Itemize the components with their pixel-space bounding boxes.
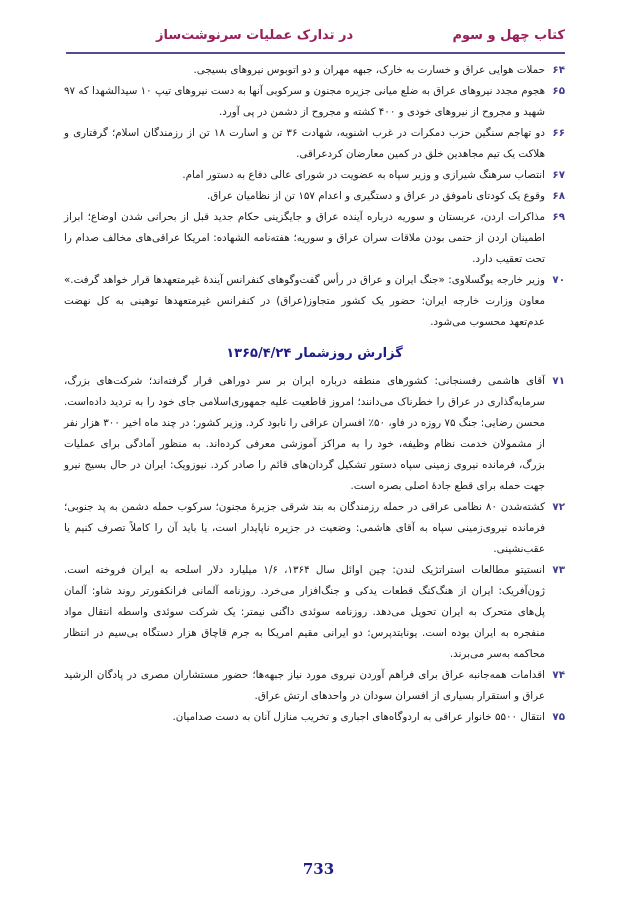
- entry-number: ۶۹: [552, 211, 565, 223]
- chronology-entry: [64, 665, 565, 707]
- page-body: [64, 60, 565, 728]
- chronology-entry: [64, 497, 565, 560]
- entry-number: ۷۰: [552, 274, 565, 286]
- entry-number: ۷۲: [552, 501, 565, 513]
- entry-text: مذاکرات اردن، عربستان و سوریه درباره آینده عراق و جایگزینی حکام جدید قبل از بحرانی شدن اوضاع؛ ابراز اطمینان اردن از حتمی بودن ملاقات سران عراق و سوریه؛ هفته‌نامه الشهاده: امریکا عراقی‌های مخالف صدام را تحت تعقیب دارد.: [64, 211, 545, 265]
- book-title: کتاب چهل و سوم: [452, 28, 565, 43]
- chronology-entry: [64, 707, 565, 728]
- entry-text: انستیتو مطالعات استراتژیک لندن: چین اوائل سال ۱۳۶۴، ۱/۶ میلیارد دلار اسلحه به ایران فروخته است. ژون‌آفریک: ایران از هنگ‌کنگ قطعات یدکی و جنگ‌افزار می‌خرد. روزنامه آلمانی فرانکفورتر روند شاو: آلمان پل‌های متحرک به ایران تحویل می‌دهد. روزنامه سوئدی داگنی نیمتر: یک شرکت سوئدی واسطه انتقال مواد منفجره به ایران بوده است. یونایتدپرس: دو ایرانی مقیم امریکا به جرم قاچاق هزار دستگاه بی‌سیم در انتظار محاکمه به‌سر می‌برند.: [64, 564, 545, 660]
- entry-text: وزیر خارجه یوگسلاوی: «جنگ ایران و عراق در رأس گفت‌وگوهای کنفرانس آیندهٔ غیرمتعهدها قرار خواهد گرفت.» معاون وزارت خارجه ایران: حضور یک کشور متجاوز(عراق) در کنفرانس غیرمتعهدها توهینی به کل نهضت عدم‌تعهد محسوب می‌شود.: [64, 274, 545, 328]
- entry-text: دو تهاجم سنگین حزب دمکرات در غرب اشنویه، شهادت ۳۶ تن و اسارت ۱۸ تن از رزمندگان اسلام؛ گرفتاری و هلاکت یک تیم مجاهدین خلق در کمین معارضان کردعراقی.: [64, 127, 545, 160]
- running-subtitle: در تدارک عملیات سرنوشت‌ساز: [156, 28, 354, 43]
- section-title: گزارش روزشمار ۱۳۶۵/۴/۲۴: [226, 346, 403, 361]
- entry-text: حملات هوایی عراق و خسارت به خارک، جبهه مهران و دو اتوبوس نیروهای بسیجی.: [193, 64, 545, 76]
- chronology-entry: [64, 60, 565, 81]
- entry-text: آقای هاشمی رفسنجانی: کشورهای منطقه درباره ایران بر سر دوراهی قرار گرفته‌اند؛ شرکت‌های بزرگ، سرمایه‌گذاری در عراق را خطرناک می‌دانند؛ امروز قاطعیت علیه جمهوری‌اسلامی جای خود را به تردید داده‌است. محسن رضایی: جنگ ۷۵ روزه در فاو، ۵۰٪ افسران عراقی را نابود کرد. وزیر کشور: در چند ماه اخیر ۳۰۰ هزار نفر از مشمولان خدمت نظام وظیفه، خود را به مراکز آموزشی معرفی کرده‌اند. به منظور آمادگی برای عملیات بزرگ، فرمانده نیروی زمینی سپاه دستور تشکیل گردان‌های قائم را صادر کرد. نیوزویک: ایران در حال بسیج نیرو جهت حمله برای قطع جادهٔ اصلی بصره است.: [64, 375, 546, 492]
- chronology-entry: [64, 81, 565, 123]
- entry-number: ۶۸: [552, 190, 565, 202]
- header-rule: [66, 52, 565, 54]
- entry-text: هجوم مجدد نیروهای عراق به ضلع میانی جزیره مجنون و سرکوبی آنها به دست نیروهای تیپ ۱۰ سیدالشهدا که ۹۷ شهید و مجروح از نیروهای خودی و ۴۰۰ کشته و مجروح از دشمن در پی آورد.: [64, 85, 545, 118]
- entry-number: ۶۴: [552, 64, 565, 76]
- entry-number: ۶۶: [552, 127, 565, 139]
- page-number: 733: [302, 860, 335, 878]
- entry-text: اقدامات همه‌جانبه عراق برای فراهم آوردن نیروی مورد نیاز جبهه‌ها؛ حضور مستشاران مصری در پادگان الرشید عراق و استقرار بسیاری از افسران سودان در واحدهای ارتش عراق.: [64, 669, 545, 702]
- entry-text: کشته‌شدن ۸۰ نظامی عراقی در حمله رزمندگان به بند شرقی جزیرهٔ مجنون؛ سرکوب حمله دشمن به پد جنوبی؛ فرمانده نیروی‌زمینی سپاه به آقای هاشمی: وضعیت در جزیره ناپایدار است، یا باید آن را کاملاً تصرف کنیم یا عقب‌نشینی.: [64, 501, 546, 555]
- entry-text: وقوع یک کودتای ناموفق در عراق و دستگیری و اعدام ۱۵۷ تن از نظامیان عراق.: [206, 190, 545, 202]
- entry-number: ۷۴: [552, 669, 565, 681]
- chronology-entry: [64, 165, 565, 186]
- entry-number: ۷۵: [552, 711, 565, 723]
- entry-number: ۶۷: [552, 169, 565, 181]
- entry-number: ۷۱: [552, 375, 565, 387]
- chronology-entry: [64, 560, 565, 665]
- entry-number: ۷۳: [552, 564, 565, 576]
- running-header: [60, 28, 565, 48]
- chronology-entry: [64, 186, 565, 207]
- chronology-entry: [64, 371, 565, 497]
- entry-text: انتصاب سرهنگ شیرازی و وزیر سپاه به عضویت در شورای عالی دفاع به دستور امام.: [182, 169, 545, 181]
- chronology-entry: [64, 207, 565, 270]
- chronology-entry: [64, 123, 565, 165]
- chronology-entry: [64, 270, 565, 333]
- entry-text: انتقال ۵۵۰۰ خانوار عراقی به اردوگاه‌های اجباری و تخریب منازل آنان به دست صدامیان.: [172, 711, 545, 723]
- entry-number: ۶۵: [552, 85, 565, 97]
